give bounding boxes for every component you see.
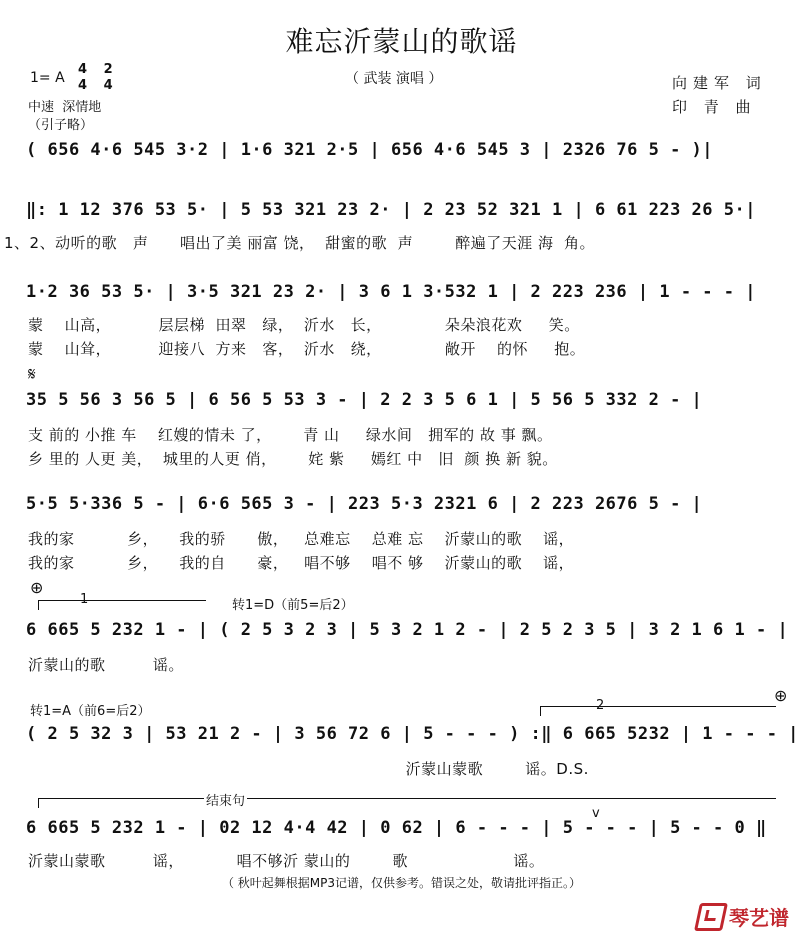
- volta-2-bracket-line: [540, 706, 776, 707]
- ending-label: 结束句: [204, 790, 247, 809]
- coda-sign-end: ⊕: [774, 686, 788, 705]
- notation-row-1: ( 656 4·6 545 3·2 | 1·6 321 2·5 | 656 4·6 545 3 | 2326 76 5 - )|: [26, 140, 714, 160]
- logo-text: 琴艺谱: [729, 906, 789, 930]
- lyrics-row-8: 沂蒙山蒙歌 谣， 唱不够沂 蒙山的 歌 谣。: [28, 852, 545, 870]
- notation-row-3: 1·2 36 53 5· | 3·5 321 23 2· | 3 6 1 3·532 1 | 2 223 236 | 1 - - - |: [26, 282, 756, 302]
- lyrics-row-4-verse-2: 乡 里的 人更 美， 城里的人更 俏， 姹 紫 嫣红 中 旧 颜 换 新 貌。: [28, 450, 558, 468]
- intro-note: （引子略）: [28, 118, 94, 133]
- lyrics-row-5-verse-2: 我的家 乡， 我的自 豪， 唱不够 唱不 够 沂蒙山的歌 谣，: [28, 554, 575, 572]
- segno-sign: 𝄋: [28, 364, 36, 385]
- breath-mark: v: [592, 806, 600, 821]
- performer: （ 武装 演唱 ）: [345, 71, 443, 87]
- notation-row-7: ( 2 5 32 3 | 53 21 2 - | 3 56 72 6 | 5 - - - ) :‖ 6 665 5232 | 1 - - - |: [26, 724, 799, 744]
- ending-bracket-left: [38, 798, 39, 808]
- lyrics-row-4-verse-1: 支 前的 小推 车 红嫂的情未 了， 青 山 绿水间 拥军的 故 事 飘。: [28, 426, 553, 444]
- volta-1-bracket-line: [38, 600, 206, 601]
- lyricist-credit: 向建军 词: [672, 74, 767, 92]
- notation-row-6: 6 665 5 232 1 - | ( 2 5 3 2 3 | 5 3 2 1 2 - | 2 5 2 3 5 | 3 2 1 6 1 - |: [26, 620, 789, 640]
- ending-bracket-line: [38, 798, 776, 799]
- time-signature-bottom: 4 4: [78, 78, 119, 93]
- coda-sign: ⊕: [30, 578, 44, 597]
- lyrics-row-5-verse-1: 我的家 乡， 我的骄 傲， 总难忘 总难 忘 沂蒙山的歌 谣，: [28, 530, 575, 548]
- lyrics-row-3-verse-1: 蒙 山高， 层层梯 田翠 绿， 沂水 长， 朵朵浪花欢 笑。: [28, 316, 580, 334]
- notation-row-2: ‖: 1 12 376 53 5· | 5 53 321 23 2· | 2 23 52 321 1 | 6 61 223 26 5·|: [26, 200, 756, 220]
- lyrics-row-2-verse-1: 1、2、动听的歌 声 唱出了美 丽富 饶， 甜蜜的歌 声 醉遍了天涯 海 角。: [4, 234, 596, 252]
- page-title: 难忘沂蒙山的歌谣: [285, 25, 518, 58]
- lyrics-row-7: 沂蒙山蒙歌 谣。D.S.: [0, 760, 589, 778]
- volta-2-label: 2: [596, 698, 605, 713]
- composer-credit: 印 青 曲: [672, 98, 757, 116]
- volta-2-bracket-left: [540, 706, 541, 716]
- modulation-to-d: 转1=D（前5=后2）: [232, 598, 354, 613]
- lyrics-row-3-verse-2: 蒙 山耸， 迎接八 方来 客， 沂水 绕， 敞开 的怀 抱。: [28, 340, 586, 358]
- key-signature: 1= A: [30, 70, 65, 86]
- time-signature-top: 4 2: [78, 62, 119, 77]
- volta-1-bracket-left: [38, 600, 39, 610]
- tempo-marking: 中速 深情地: [28, 100, 102, 115]
- site-logo[interactable]: [697, 902, 789, 931]
- modulation-to-a: 转1=A（前6=后2）: [30, 704, 151, 719]
- notation-row-4: 35 5 56 3 56 5 | 6 56 5 53 3 - | 2 2 3 5 6 1 | 5 56 5 332 2 - |: [26, 390, 703, 410]
- volta-1-label: 1: [80, 592, 89, 607]
- logo-icon: [694, 903, 728, 931]
- footer-note: （ 秋叶起舞根据MP3记谱，仅供参考。错误之处，敬请批评指正。）: [221, 876, 582, 890]
- lyrics-row-6: 沂蒙山的歌 谣。: [28, 656, 184, 674]
- notation-row-5: 5·5 5·336 5 - | 6·6 565 3 - | 223 5·3 2321 6 | 2 223 2676 5 - |: [26, 494, 703, 514]
- notation-row-8: 6 665 5 232 1 - | 02 12 4·4 42 | 0 62 | 6 - - - | 5 - - - | 5 - - 0 ‖: [26, 818, 767, 838]
